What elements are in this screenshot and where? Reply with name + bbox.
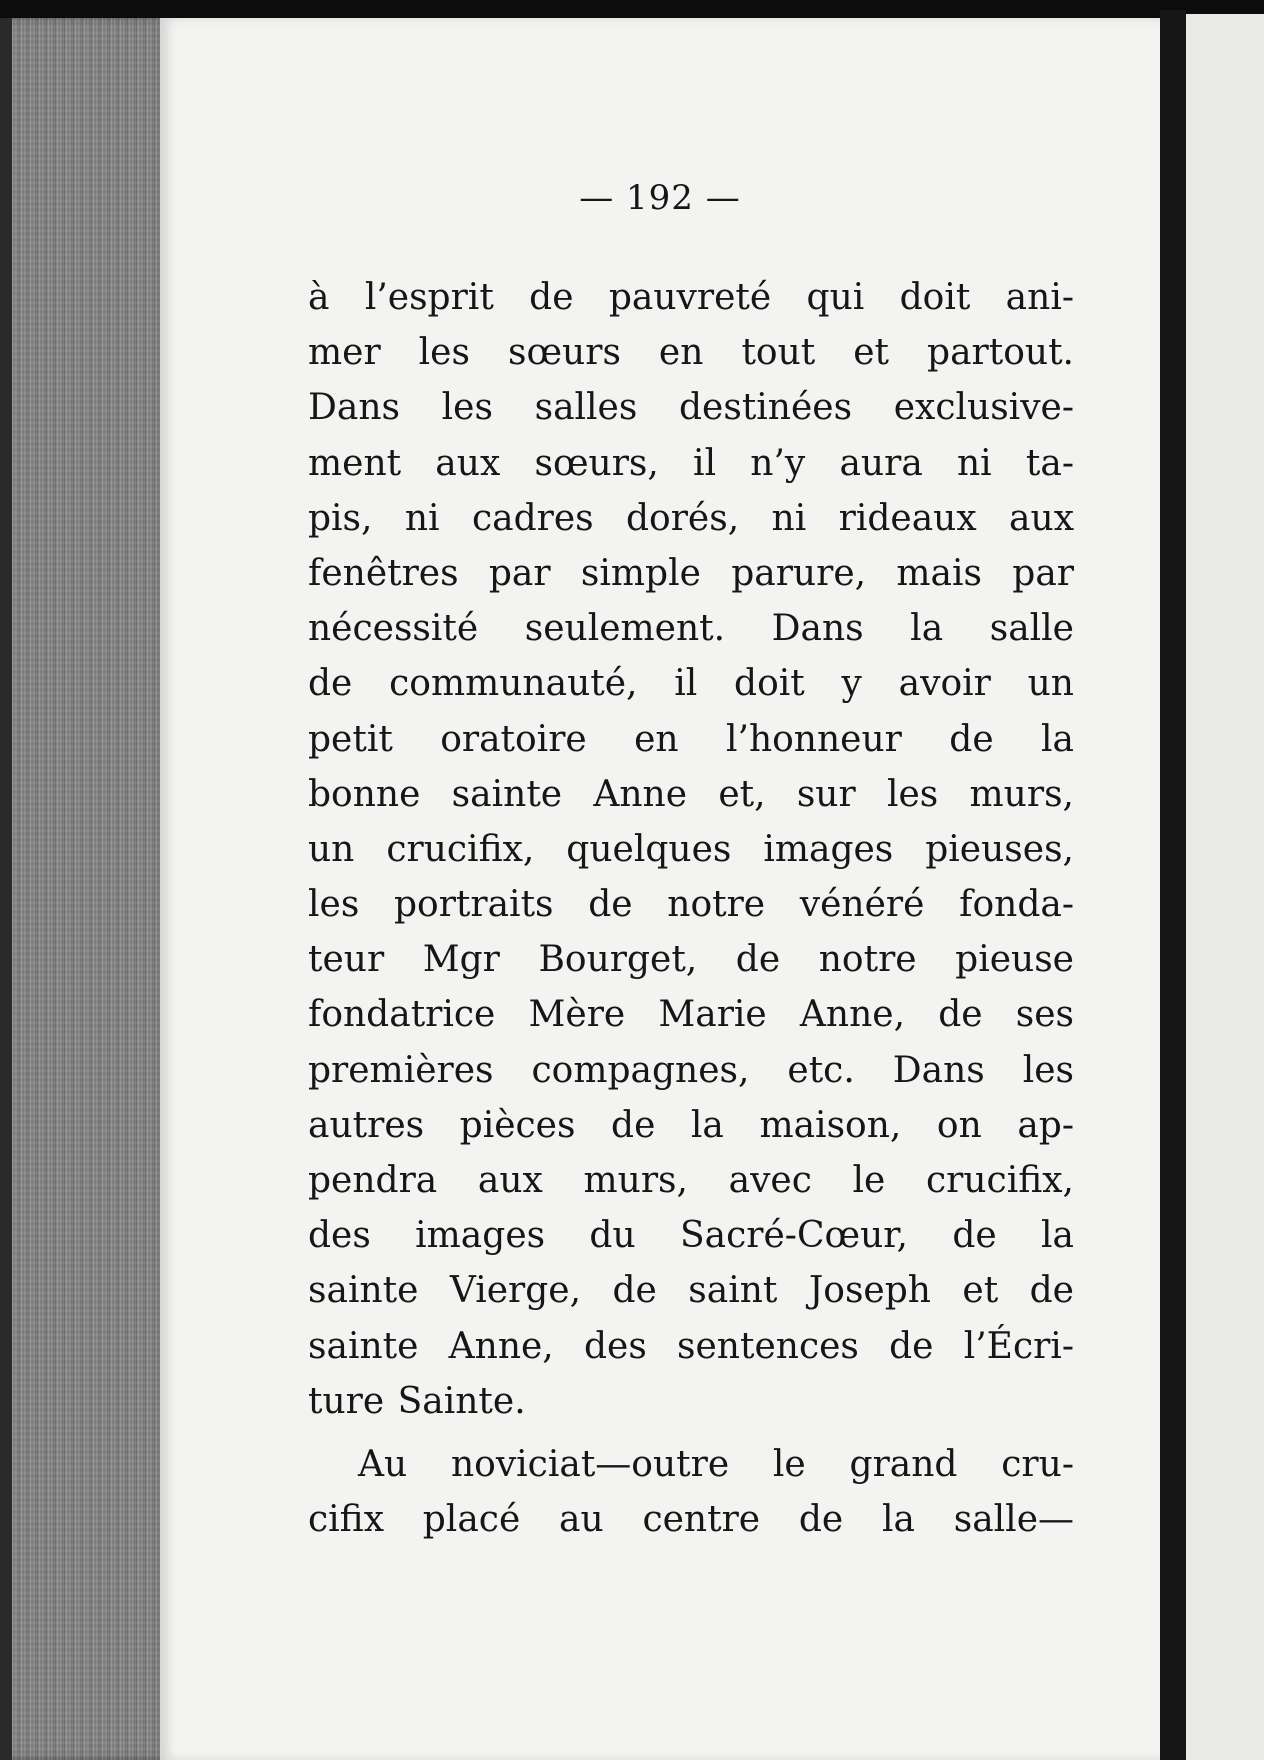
facing-page-edge (1186, 14, 1264, 1760)
text-line: Au noviciat—outre le grand cru- (358, 1443, 1074, 1485)
text-line: premières compagnes, etc. Dans les (308, 1049, 1074, 1091)
text-line: ture Sainte. (308, 1380, 526, 1422)
text-line: ment aux sœurs, il n’y aura ni ta- (308, 442, 1074, 484)
text-line: cifix placé au centre de la salle— (308, 1499, 1074, 1541)
text-line: sainte Anne, des sentences de l’Écri- (308, 1325, 1074, 1367)
text-line: à l’esprit de pauvreté qui doit ani- (308, 277, 1074, 318)
text-line: nécessité seulement. Dans la salle (308, 608, 1074, 650)
book-spine-edge (0, 18, 12, 1760)
text-line: fondatrice Mère Marie Anne, de ses (308, 994, 1074, 1036)
book-page-edges (0, 18, 168, 1760)
book-page (160, 18, 1160, 1760)
text-line: pendra aux murs, avec le crucifix, (308, 1160, 1074, 1201)
text-line: pis, ni cadres dorés, ni rideaux aux (308, 497, 1074, 539)
text-line: mer les sœurs en tout et partout. (308, 332, 1074, 374)
paragraph-gap (308, 1429, 1074, 1437)
text-line: petit oratoire en l’honneur de la (308, 718, 1074, 760)
text-line: un crucifix, quelques images pieuses, (308, 828, 1074, 870)
text-line: de communauté, il doit y avoir un (308, 663, 1074, 705)
text-line: Dans les salles destinées exclusive- (308, 387, 1074, 429)
text-line: fenêtres par simple parure, mais par (308, 552, 1074, 594)
text-line: teur Mgr Bourget, de notre pieuse (308, 939, 1074, 981)
text-line: sainte Vierge, de saint Joseph et de (308, 1270, 1074, 1312)
text-line: bonne sainte Anne et, sur les murs, (308, 773, 1074, 815)
text-line: des images du Sacré-Cœur, de la (308, 1215, 1074, 1257)
page-number: — 192 — (579, 178, 741, 218)
book-gutter (1160, 10, 1186, 1760)
page-text (308, 270, 1074, 1547)
text-line: les portraits de notre vénéré fonda- (308, 884, 1074, 926)
text-line: autres pièces de la maison, on ap- (308, 1104, 1074, 1146)
